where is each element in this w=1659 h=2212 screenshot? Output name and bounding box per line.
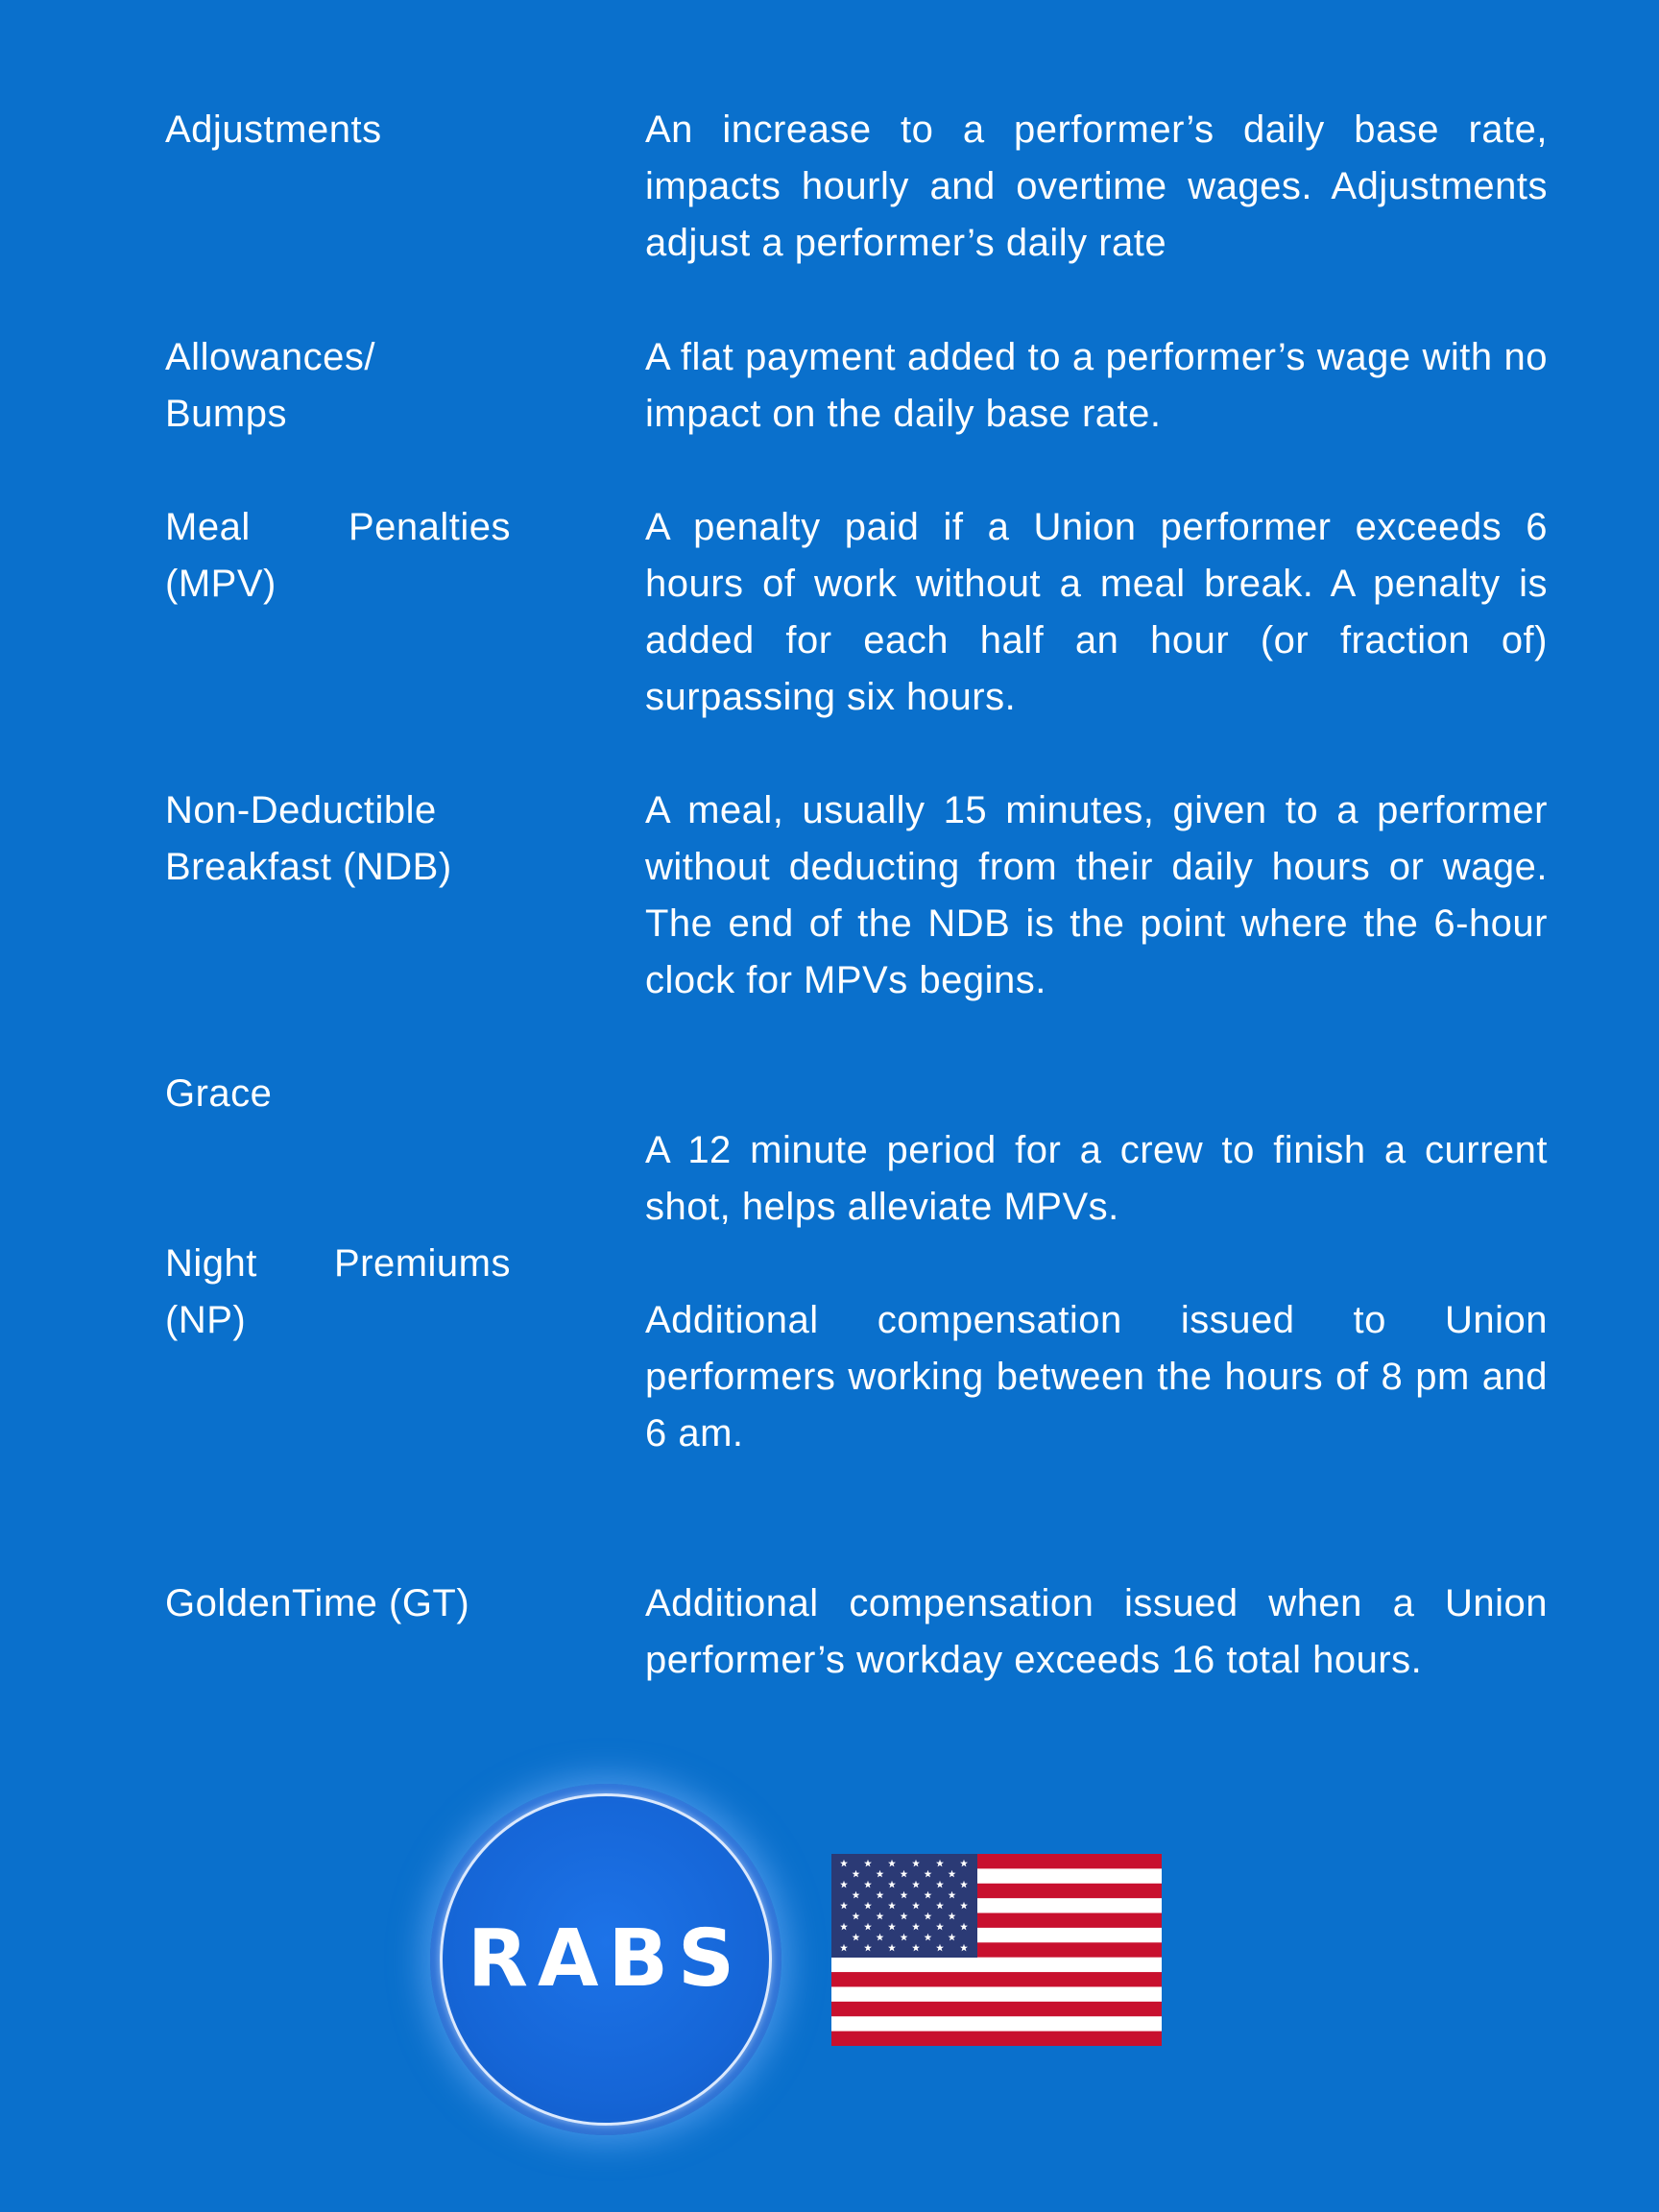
glossary-term-ndb: Non-Deductible Breakfast (NDB) bbox=[165, 789, 452, 888]
glossary-definition-meal-penalties: A penalty paid if a Union performer exceeds 6 hours of work without a meal break. A penalty is added for each half an hour (or fraction of) surpassing six hours. bbox=[645, 506, 1548, 718]
logo-text: RABS bbox=[467, 1913, 745, 2005]
glossary-definition-allowances: A flat payment added to a performer’s wage with no impact on the daily base rate. bbox=[645, 336, 1548, 435]
glossary-definition-night-premiums: Additional compensation issued to Union performers working between the hours of 8 pm and 6 am. bbox=[645, 1299, 1548, 1455]
glossary-definition-adjustments: An increase to a performer’s daily base rate, impacts hourly and overtime wages. Adjustments adjust a performer’s daily rate bbox=[645, 108, 1548, 264]
us-flag-icon bbox=[831, 1854, 1162, 2046]
glossary-term-adjustments: Adjustments bbox=[165, 108, 382, 151]
glossary-term-allowances: Allowances/ Bumps bbox=[165, 336, 375, 435]
glossary-term-night-premiums: Night Premiums (NP) bbox=[165, 1242, 511, 1341]
glossary-term-grace: Grace bbox=[165, 1072, 273, 1115]
glossary-definition-goldentime: Additional compensation issued when a Union performer’s workday exceeds 16 total hours. bbox=[645, 1582, 1548, 1681]
glossary-term-meal-penalties: Meal Penalties (MPV) bbox=[165, 506, 511, 605]
glossary-definition-grace: A 12 minute period for a crew to finish a current shot, helps alleviate MPVs. bbox=[645, 1129, 1548, 1228]
glossary-definition-ndb: A meal, usually 15 minutes, given to a performer without deducting from their daily hours or wage. The end of the NDB is the point where the 6-hour clock for MPVs begins. bbox=[645, 789, 1548, 1001]
glossary-term-goldentime: GoldenTime (GT) bbox=[165, 1582, 470, 1624]
rabs-logo bbox=[430, 1784, 781, 2135]
